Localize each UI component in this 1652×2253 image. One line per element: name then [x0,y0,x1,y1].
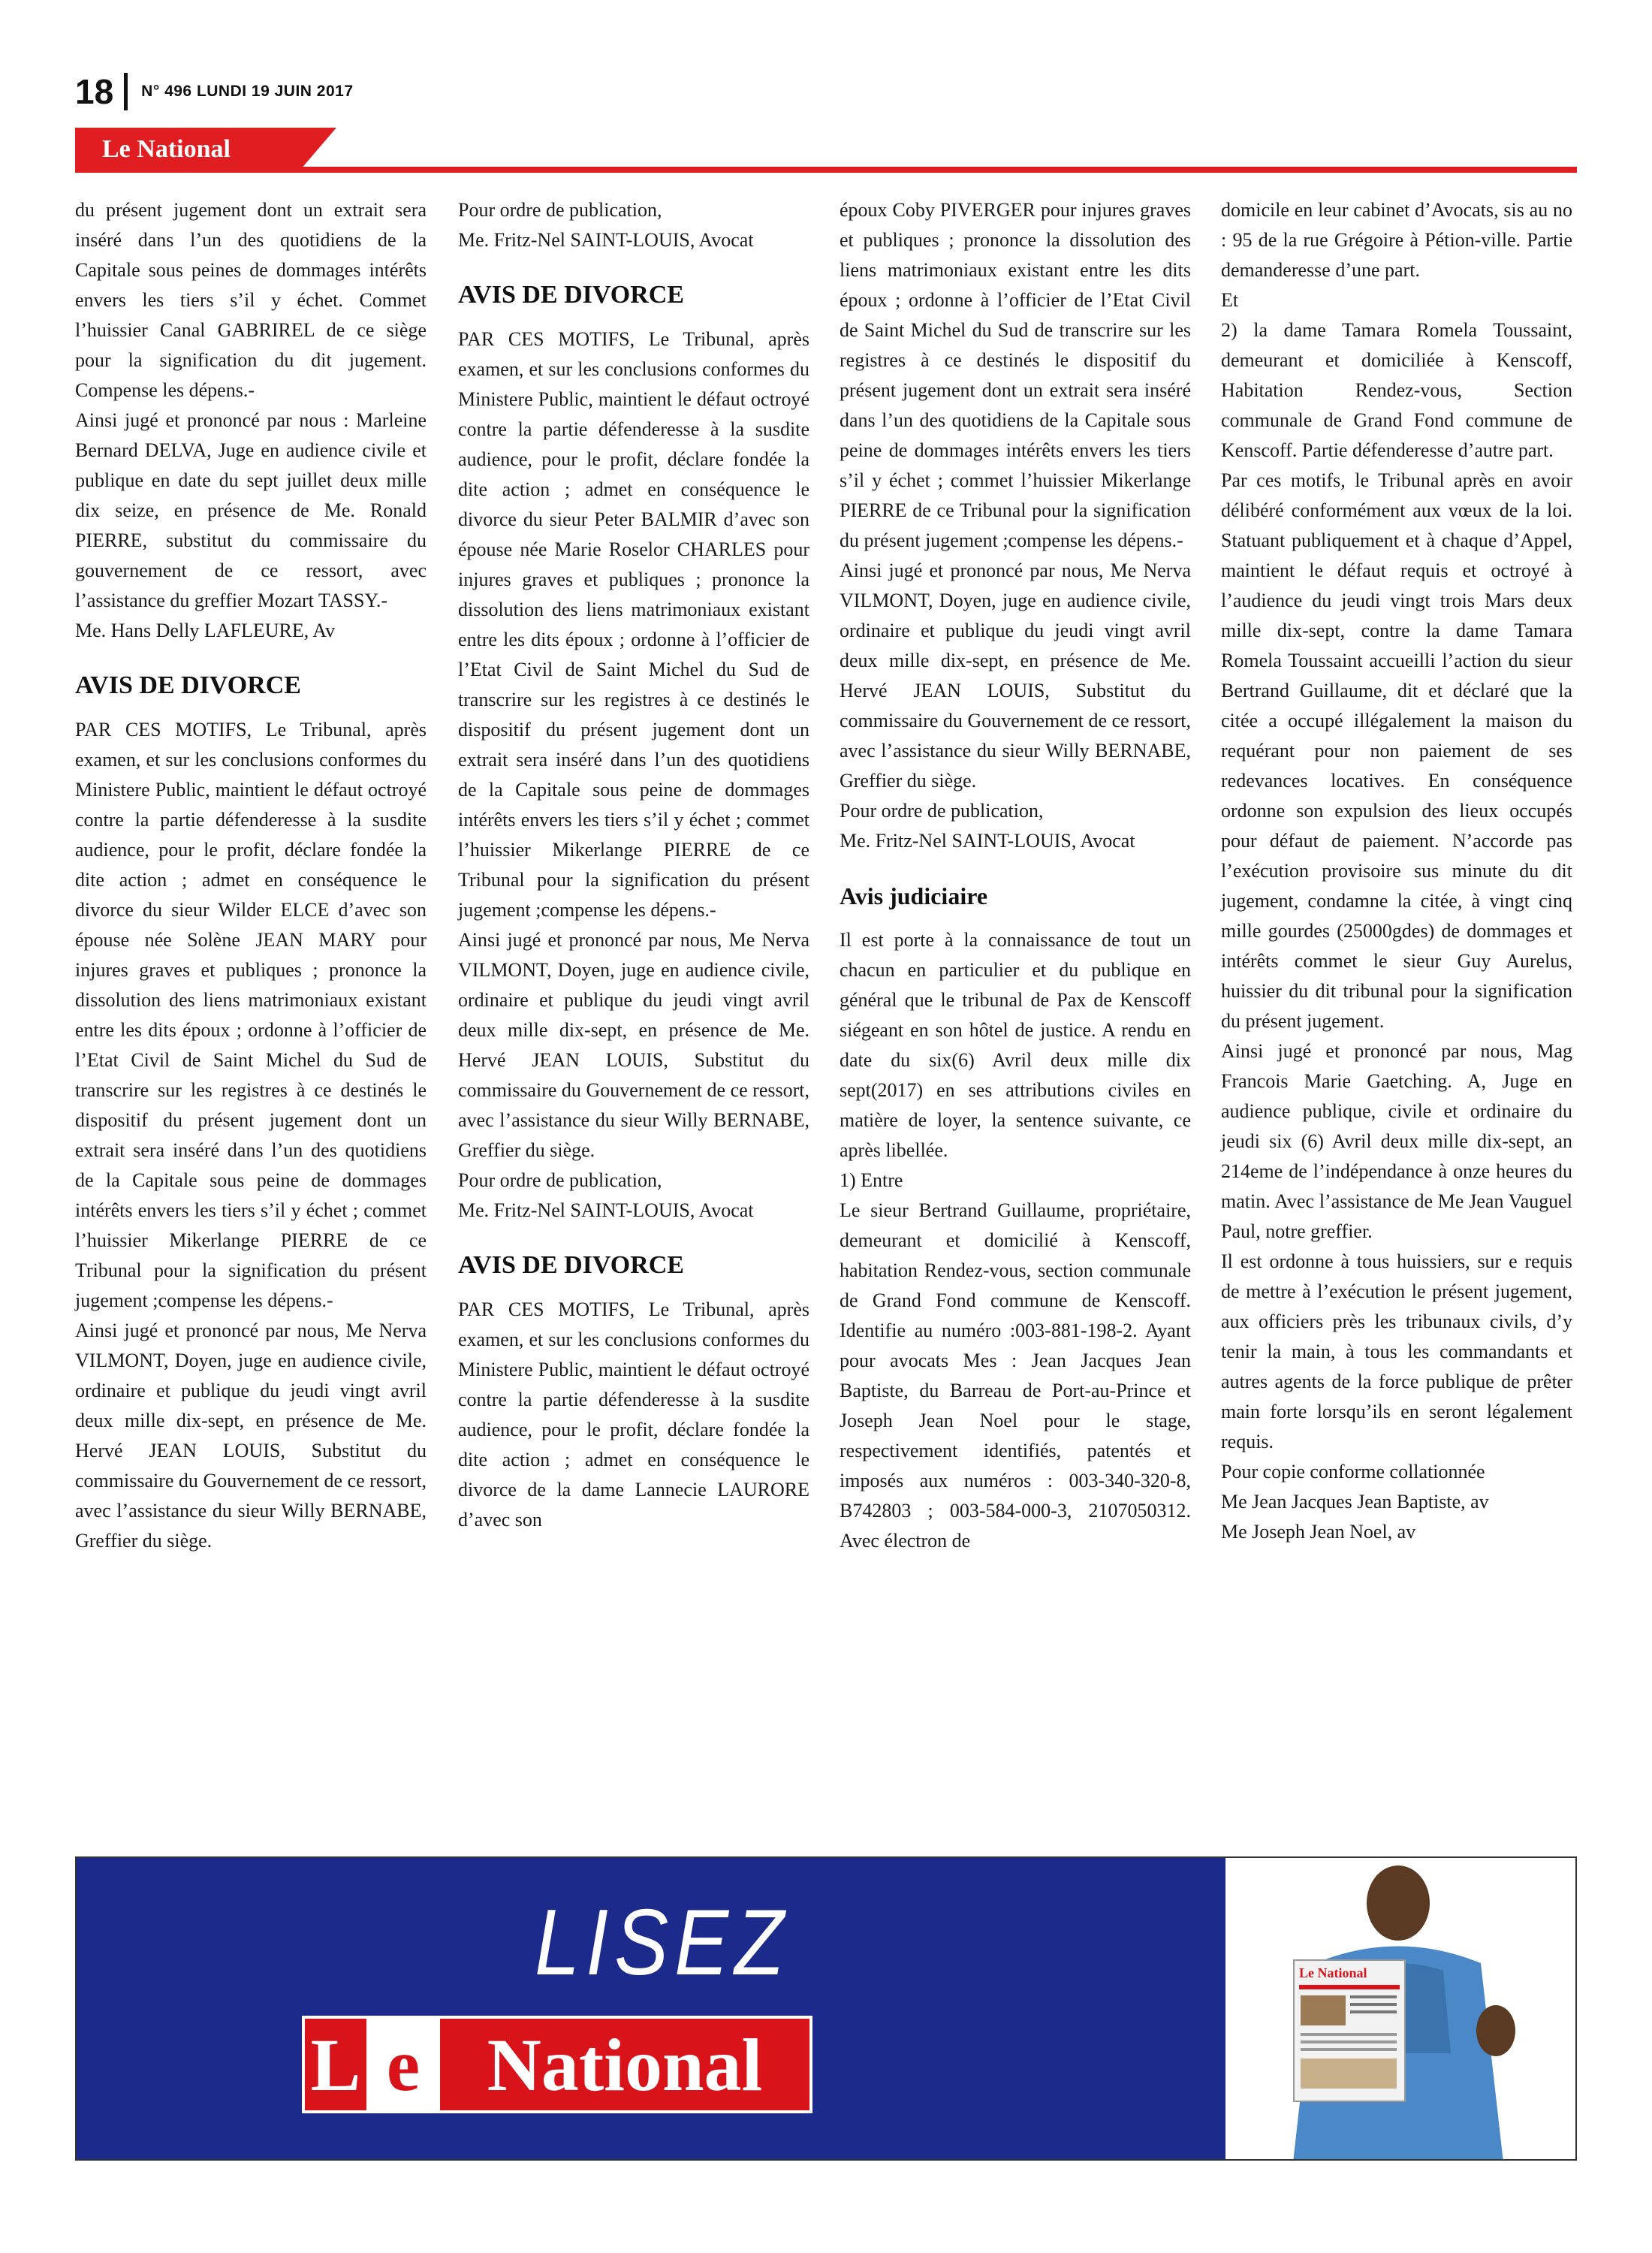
newspaper-name: Le National [102,135,231,163]
paragraph: Pour ordre de publication, [458,1169,662,1191]
column-2 [458,195,809,1535]
paragraph: Il est porte à la connaissance de tout un chacun en particulier et du publique en général que le tribunal de Pax de Kenscoff siégeant en son hôtel de justice. A rendu en date du six(6) Avril deux mille dix sept(2017) en ses attributions civiles en matière de loyer, la sentence suivante, ce après libellée. [840,929,1191,1161]
column-4 [1221,195,1572,1547]
paragraph: Ainsi jugé et prononcé par nous, Me Nerva VILMONT, Doyen, juge en audience civile, ordinaire et publique du jeudi vingt avril deux mille dix-sept, en présence de Me. Hervé JEAN LOUIS, Substitut du commissaire du Gouvernement de ce ressort, avec l’assistance du sieur Willy BERNABE, Greffier du siège. [75,1320,427,1552]
section-heading: AVIS DE DIVORCE [458,1251,684,1279]
issue-date-line: N° 496 LUNDI 19 JUIN 2017 [141,83,354,100]
brand-tab-tip [300,128,336,170]
paragraph: Me. Fritz-Nel SAINT-LOUIS, Avocat [840,830,1135,852]
section-heading: Avis judiciaire [840,882,988,909]
column-3 [840,195,1191,1556]
paragraph: Pour ordre de publication, [458,199,662,221]
header-divider [124,73,128,110]
ad-logo [302,2016,812,2113]
paragraph: Ainsi jugé et prononcé par nous : Marleine Bernard DELVA, Juge en audience civile et publique en date du sept juillet deux mille dix seize, en présence de Me. Ronald PIERRE, substitut du commissaire du gouvernement de ce ressort, avec l’assistance du greffier Mozart TASSY.- [75,409,427,611]
paragraph: Et [1221,289,1239,311]
section-heading: AVIS DE DIVORCE [75,671,301,699]
paragraph: Pour ordre de publication, [840,800,1044,822]
paragraph: domicile en leur cabinet d’Avocats, sis au no : 95 de la rue Grégoire à Pétion-ville. Partie demanderesse d’une part. [1221,199,1572,281]
page-number: 18 [75,72,114,111]
paragraph: Me Joseph Jean Noel, av [1221,1521,1416,1543]
page-header [75,69,354,114]
ad-headline: LISEZ [535,1890,791,1995]
paragraph: Me. Hans Delly LAFLEURE, Av [75,620,336,641]
ad-newspaper-image [1293,1959,1406,2102]
logo-letter-l: L [302,2016,369,2113]
paragraph: PAR CES MOTIFS, Le Tribunal, après examen, et sur les conclusions conformes du Ministere Public, maintient le défaut octroyé contre la partie défenderesse à la susdite audience, pour le profit, déclare fondée la dite action ; admet en conséquence le divorce du sieur Wilder ELCE d’avec son épouse née Solène JEAN MARY pour injures graves et publiques ; prononce la dissolution des liens matrimoniaux existant entre les dits époux ; ordonne à l’officier de l’Etat Civil de Saint Michel du Sud de transcrire sur les registres à ce destinés le dispositif du présent jugement dont un extrait sera inséré dans l’un des quotidiens de la Capitale sous peine de dommages intérêts envers les tiers s’il y échet ; commet l’huissier Mikerlange PIERRE de ce Tribunal pour la signification du présent jugement ;compense les dépens.- [75,719,427,1311]
paragraph: Il est ordonne à tous huissiers, sur e requis de mettre à l’exécution le présent jugement, aux officiers près les tribunaux civils, d’y tenir la main, à tous les commandants et autres agents de la force publique de prêter main forte lorsqu’ils en seront légalement requis. [1221,1250,1572,1452]
paragraph: du présent jugement dont un extrait sera inséré dans l’un des quotidiens de la Capitale sous peines de dommages intérêts envers les tiers s’il y échet. Commet l’huissier Canal GABRIREL de ce siège pour la signification du dit jugement. Compense les dépens.- [75,199,427,401]
paragraph: PAR CES MOTIFS, Le Tribunal, après examen, et sur les conclusions conformes du Ministere Public, maintient le défaut octroyé contre la partie défenderesse à la susdite audience, pour le profit, déclare fondée la dite action ; admet en conséquence le divorce de la dame Lannecie LAURORE d’avec son [458,1298,809,1531]
ad-paper-brand: Le National [1299,1965,1367,1980]
brand-strip [75,128,1577,173]
paragraph: Pour copie conforme collationnée [1221,1461,1485,1482]
paragraph: Me. Fritz-Nel SAINT-LOUIS, Avocat [458,229,754,251]
paragraph: Par ces motifs, le Tribunal après en avoir délibéré conformément aux vœux de la loi. Statuant publiquement et à chaque d’Appel, maintient le défaut requis et octroyé à l’audience du jeudi vingt trois Mars deux mille dix-sept, contre la dame Tamara Romela Toussaint accueilli l’action du sieur Bertrand Guillaume, dit et déclaré que la citée a occupé illégalement la maison du requérant pour non paiement de ses redevances locatives. En conséquence ordonne son expulsion des lieux occupés pour défaut de paiement. N’accorde pas l’exécution provisoire sus minute du dit jugement, condamne la citée, à vingt cinq mille gourdes (25000gdes) de dommages et intérêts commet le sieur Guy Aurelus, huissier du dit tribunal pour la signification du présent jugement. [1221,469,1572,1032]
logo-letter-e: e [369,2016,437,2113]
paragraph: Le sieur Bertrand Guillaume, propriétaire, demeurant et domicilié à Kenscoff, habitation Rendez-vous, section communale de Grand Fond commune de Kenscoff. Identifie au numéro :003-881-198-2. Ayant pour avocats Mes : Jean Jacques Jean Baptiste, du Barreau de Port-au-Prince et Joseph Jean Noel pour le stage, respectivement identifiés, patentés et imposés aux numéros : 003-340-320-8, B742803 ; 003-584-000-3, 2107050312. Avec électron de [840,1199,1191,1552]
paragraph: 1) Entre [840,1169,903,1191]
paragraph: Me. Fritz-Nel SAINT-LOUIS, Avocat [458,1199,754,1221]
paragraph: époux Coby PIVERGER pour injures graves et publiques ; prononce la dissolution des liens matrimoniaux existant entre les dits époux ; ordonne à l’officier de l’Etat Civil de Saint Michel du Sud de transcrire sur les registres à ce destinés le dispositif du présent jugement dont un extrait sera inséré dans l’un des quotidiens de la Capitale sous peine de dommages intérêts envers les tiers s’il y échet ; commet l’huissier Mikerlange PIERRE de ce Tribunal pour la signification du présent jugement ;compense les dépens.- [840,199,1191,551]
column-1 [75,195,427,1556]
paragraph: Ainsi jugé et prononcé par nous, Me Nerva VILMONT, Doyen, juge en audience civile, ordinaire et publique du jeudi vingt avril deux mille dix-sept, en présence de Me. Hervé JEAN LOUIS, Substitut du commissaire du Gouvernement de ce ressort, avec l’assistance du sieur Willy BERNABE, Greffier du siège. [458,929,809,1161]
logo-word: National [437,2016,812,2113]
brand-rule [75,167,1577,173]
advertisement-banner[interactable] [75,1856,1577,2161]
paragraph: Ainsi jugé et prononcé par nous, Me Nerva VILMONT, Doyen, juge en audience civile, ordinaire et publique du jeudi vingt avril deux mille dix-sept, en présence de Me. Hervé JEAN LOUIS, Substitut du commissaire du Gouvernement de ce ressort, avec l’assistance du sieur Willy BERNABE, Greffier du siège. [840,559,1191,792]
paragraph: Ainsi jugé et prononcé par nous, Mag Francois Marie Gaetching. A, Juge en audience publique, civile et ordinaire du jeudi six (6) Avril deux mille dix-sept, an 214eme de l’indépendance à onze heures du matin. Avec l’assistance de Me Jean Vauguel Paul, notre greffier. [1221,1040,1572,1242]
section-heading: AVIS DE DIVORCE [458,281,684,309]
newspaper-icon [1295,1961,1404,2101]
paragraph: 2) la dame Tamara Romela Toussaint, demeurant et domiciliée à Kenscoff, Habitation Rendez-vous, Section communale de Grand Fond commune de Kenscoff. Partie défenderesse d’autre part. [1221,319,1572,461]
paragraph: PAR CES MOTIFS, Le Tribunal, après examen, et sur les conclusions conformes du Ministere Public, maintient le défaut octroyé contre la partie défenderesse à la susdite audience, pour le profit, déclare fondée la dite action ; admet en conséquence le divorce du sieur Peter BALMIR d’avec son épouse née Marie Roselor CHARLES pour injures graves et publiques ; prononce la dissolution des liens matrimoniaux existant entre les dits époux ; ordonne à l’officier de l’Etat Civil de Saint Michel du Sud de transcrire sur les registres à ce destinés le dispositif du présent jugement dont un extrait sera inséré dans l’un des quotidiens de la Capitale sous peine de dommages intérêts envers les tiers s’il y échet ; commet l’huissier Mikerlange PIERRE de ce Tribunal pour la signification du présent jugement ;compense les dépens.- [458,328,809,921]
paragraph: Me Jean Jacques Jean Baptiste, av [1221,1491,1489,1513]
